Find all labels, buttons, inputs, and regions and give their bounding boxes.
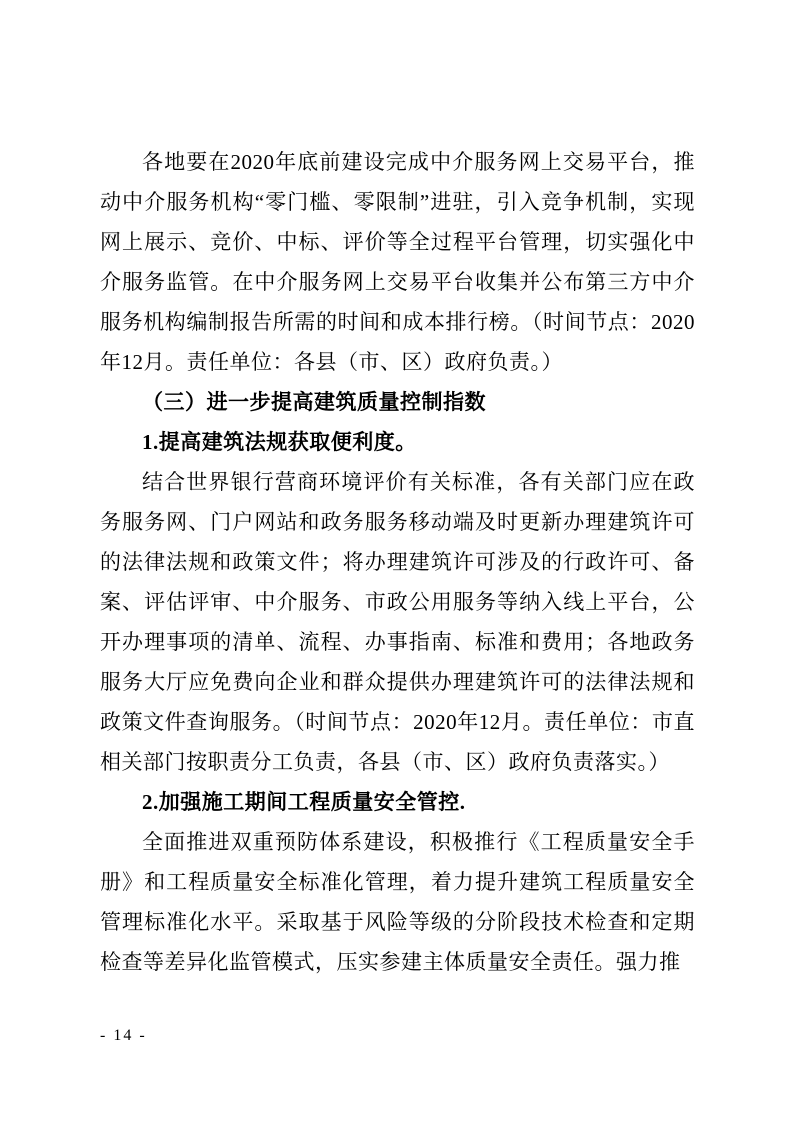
page-footer	[100, 1026, 147, 1046]
heading-item-2-construction-quality-safety-control: 2.加强施工期间工程质量安全管控.	[142, 790, 466, 814]
page-number: - 14 -	[100, 1027, 147, 1044]
paragraph-world-bank-standards: 结合世界银行营商环境评价有关标准，各有关部门应在政务服务网、门户网站和政务服务移动端及时更新办理建筑许可的法律法规和政策文件；将办理建筑许可涉及的行政许可、备案、评估评审、中介服务、市政公用服务等纳入线上平台，公开办理事项的清单、流程、办事指南、标准和费用；各地政务服务大厅应免费向企业和群众提供办理建筑许可的法律法规和政策文件查询服务。（时间节点：2020年12月。责任单位：市直相关部门按职责分工负责，各县（市、区）政府负责落实。）	[100, 470, 695, 774]
document-body	[100, 142, 695, 982]
heading-section-three-quality-control-index: （三）进一步提高建筑质量控制指数	[142, 390, 486, 414]
paragraph-intermediary-service-platform: 各地要在2020年底前建设完成中介服务网上交易平台，推动中介服务机构“零门槛、零限制”进驻，引入竞争机制，实现网上展示、竞价、中标、评价等全过程平台管理，切实强化中介服务监管。在中介服务网上交易平台收集并公布第三方中介服务机构编制报告所需的时间和成本排行榜。（时间节点：2020年12月。责任单位：各县（市、区）政府负责。）	[100, 150, 695, 374]
paragraph-dual-prevention-system: 全面推进双重预防体系建设，积极推行《工程质量安全手册》和工程质量安全标准化管理，着力提升建筑工程质量安全管理标准化水平。采取基于风险等级的分阶段技术检查和定期检查等差异化监管模式，压实参建主体质量安全责任。强力推	[100, 830, 695, 974]
heading-item-1-building-regulations-access: 1.提高建筑法规获取便利度。	[142, 430, 417, 454]
